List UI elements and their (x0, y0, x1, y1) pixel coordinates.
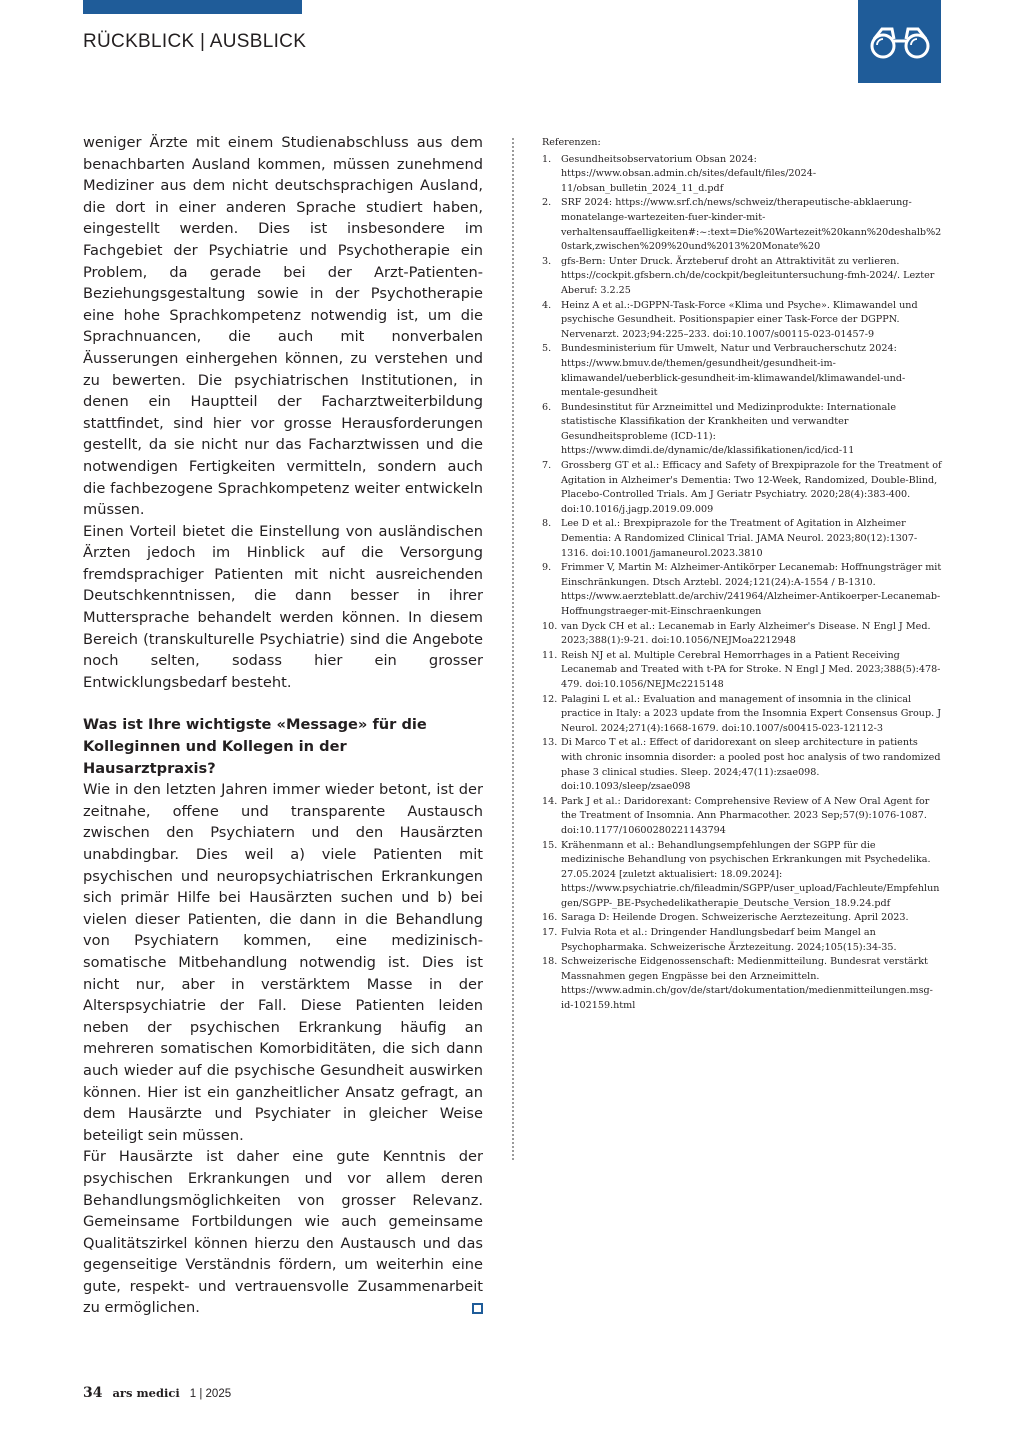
reference-number: 2. (542, 197, 552, 209)
reference-text: Saraga D: Heilende Drogen. Schweizerische Aerztezeitung. April 2023. (561, 912, 909, 924)
reference-text: Gesundheitsobservatorium Obsan 2024: https://www.obsan.admin.ch/sites/default/files/2024-11/obsan_bulletin_2024_11_d.pdf (561, 153, 817, 194)
body-paragraph: weniger Ärzte mit einem Studienabschluss aus dem benachbarten Ausland kommen, müssen zunehmend Mediziner aus dem nicht deutschsprachigen Ausland, die dort in einer anderen Sprache studiert haben, eingestellt werden. Dies ist insbesondere im Fachgebiet der Psychiatrie und Psychotherapie ein Problem, da gerade bei der Arzt-Patienten-Beziehungsgestaltung sowie in der Psychotherapie eine hohe Sprachkompetenz notwendig ist, um die Sprachnuancen, die auch mit nonverbalen Äusserungen einhergehen können, zu verstehen und zu bewerten. Die psychiatrischen Institutionen, in denen ein Hauptteil der Facharztweiterbildung stattfindet, sind hier vor grosse Herausforderungen gestellt, da sie nicht nur das Facharztwissen und die notwendigen Fertigkeiten vermitteln, sondern auch die fachbezogene Sprachkompetenz weiter entwickeln müssen. (83, 134, 483, 519)
reference-number: 4. (542, 299, 552, 311)
header-accent-bar (83, 0, 302, 14)
reference-number: 7. (542, 460, 552, 472)
reference-item (542, 517, 942, 561)
journal-name: ars medici (112, 1386, 180, 1400)
reference-number: 15. (542, 839, 558, 851)
reference-number: 14. (542, 795, 558, 807)
reference-text: Heinz A et al.:-DGPPN-Task-Force «Klima und Psyche». Klimawandel und psychische Gesundheit. Positionspapier einer Task-Force der DGPPN. Nervenarzt. 2023;94:225–233. doi:10.1007/s00115-023-01457-9 (561, 299, 918, 340)
reference-number: 5. (542, 343, 552, 355)
reference-text: Krähenmann et al.: Behandlungsempfehlungen der SGPP für die medizinische Behandlung von psychischen Erkrankungen mit Psychedelika. 27.05.2024 [zuletzt aktualisiert: 18.09.2024]: https://www.psychiatrie.ch/fileadmin/SGPP/user_upload/Fachleute/Empfehlungen/SGPP-_BE-Psychedelikatherapie_Deutsche_Version_18.9.24.pdf (561, 839, 940, 909)
reference-number: 12. (542, 693, 558, 705)
reference-text: van Dyck CH et al.: Lecanemab in Early Alzheimer's Disease. N Engl J Med. 2023;388(1):9-21. doi:10.1056/NEJMoa2212948 (561, 620, 931, 647)
reference-text: Palagini L et al.: Evaluation and management of insomnia in the clinical practice in Italy: a 2023 update from the Insomnia Expert Consensus Group. J Neurol. 2024;271(4):1668-1679. doi:10.1007/s00415-023-12112-3 (561, 693, 942, 734)
answer-paragraph: Wie in den letzten Jahren immer wieder betont, ist der zeitnahe, offene und transparente Austausch zwischen den Psychiatern und den Hausärzten unabdingbar. Dies weil a) viele Patienten mit psychischen und neuropsychiatrischen Erkrankungen sich primär Hilfe bei Hausärzten suchen und b) bei vielen dieser Patienten, die dann in die Behandlung von Psychiatern kommen, eine medizinisch-somatische Mitbehandlung notwendig ist. Dies ist nicht nur, aber in verstärktem Masse in der Alterspsychiatrie der Fall. Diese Patienten leiden neben der psychischen Erkrankung häufig an mehreren somatischen Komorbiditäten, die sich dann auch wieder auf die psychische Gesundheit auswirken können. Hier ist ein ganzheitlicher Ansatz gefragt, an dem Hausärzte und Psychiater in gleicher Weise beteiligt sein müssen. (83, 781, 483, 1144)
reference-text: Fulvia Rota et al.: Dringender Handlungsbedarf beim Mangel an Psychopharmaka. Schweizerische Ärztezeitung. 2024;105(15):34-35. (561, 927, 897, 953)
reference-number: 8. (542, 518, 552, 530)
reference-item (542, 795, 942, 839)
reference-text: Frimmer V, Martin M: Alzheimer-Antikörper Lecanemab: Hoffnungsträger mit Einschränkungen. Dtsch Arztebl. 2024;121(24):A-1554 / B-1310. https://www.aerzteblatt.de/archiv/241964/Alzheimer-Antikoerper-Lecanemab-Hoffnungstraeger-mit-Einschraenkungen (561, 562, 942, 617)
reference-text: Di Marco T et al.: Effect of daridorexant on sleep architecture in patients with chronic insomnia disorder: a pooled post hoc analysis of two randomized phase 3 clinical studies. Sleep. 2024;47(11):zsae098. doi:10.1093/sleep/zsae098 (561, 737, 941, 793)
reference-number: 11. (542, 649, 558, 661)
reference-text: Reish NJ et al. Multiple Cerebral Hemorrhages in a Patient Receiving Lecanemab and Treated with t-PA for Stroke. N Engl J Med. 2023;388(5):478-479. doi:10.1056/NEJMc2215148 (561, 649, 941, 690)
reference-item (542, 255, 942, 299)
page-number: 34 (83, 1385, 103, 1401)
section-icon-box (858, 0, 941, 83)
reference-item (542, 196, 942, 254)
reference-number: 10. (542, 620, 558, 632)
section-title: RÜCKBLICK | AUSBLICK (83, 31, 307, 52)
reference-number: 16. (542, 912, 558, 924)
reference-number: 9. (542, 562, 552, 574)
references-list (542, 153, 942, 1014)
main-text-column (83, 132, 483, 1319)
reference-number: 6. (542, 401, 552, 413)
answer-paragraph-text: Für Hausärzte ist daher eine gute Kenntnis der psychischen Erkrankungen und vor allem deren Behandlungsmöglichkeiten von grosser Relevanz. Gemeinsame Fortbildungen wie auch gemeinsame Qualitätszirkel können hierzu den Austausch und das gegenseitige Verständnis fördern, um weiterhin eine gute, respekt- und vertrauensvolle Zusammenarbeit zu ermöglichen. (83, 1148, 483, 1317)
reference-text: SRF 2024: https://www.srf.ch/news/schweiz/therapeutische-abklaerung-monatelange-wartezeiten-fuer-kinder-mit-verhaltensauffaelligkeiten#:~:text=Die%20Wartezeit%20kann%20deshalb%20stark,zwischen%209%20und%2013%20Monate%20 (561, 197, 942, 253)
binoculars-icon (868, 25, 932, 59)
reference-text: Schweizerische Eidgenossenschaft: Medienmitteilung. Bundesrat verstärkt Massnahmen gegen Engpässe bei den Arzneimitteln. https://www.admin.ch/gov/de/start/dokumentation/medienmitteilungen.msg-id-102159.html (561, 956, 933, 1012)
article-end-square-icon (472, 1303, 483, 1314)
reference-item (542, 561, 942, 619)
interview-question: Was ist Ihre wichtigste «Message» für die Kolleginnen und Kollegen in der Hausarztpraxis? (83, 716, 427, 777)
reference-item (542, 649, 942, 693)
reference-number: 17. (542, 927, 558, 939)
references-column (542, 136, 942, 1014)
reference-item (542, 342, 942, 400)
references-heading: Referenzen: (542, 137, 601, 148)
reference-text: Grossberg GT et al.: Efficacy and Safety of Brexpiprazole for the Treatment of Agitation in Alzheimer's Dementia: Two 12-Week, Randomized, Double-Blind, Placebo-Controlled Trials. Am J Geriatr Psychiatry. 2020;28(4):383-400. doi:10.1016/j.jagp.2019.09.009 (561, 460, 942, 515)
reference-item (542, 459, 942, 517)
reference-text: Lee D et al.: Brexpiprazole for the Treatment of Agitation in Alzheimer Dementia: A Randomized Clinical Trial. JAMA Neurol. 2023;80(12):1307-1316. doi:10.1001/jamaneurol.2023.3810 (561, 518, 918, 559)
answer-paragraph (83, 1146, 483, 1319)
body-paragraph: Einen Vorteil bietet die Einstellung von ausländischen Ärzten jedoch im Hinblick auf die Versorgung fremdsprachiger Patienten mit nicht ausreichenden Deutschkenntnissen, die dann besser in ihrer Muttersprache behandelt werden können. In diesem Bereich (transkulturelle Psychiatrie) sind die Angebote noch selten, sodass hier ein grosser Entwicklungsbedarf besteht. (83, 522, 483, 691)
reference-number: 1. (542, 153, 552, 165)
reference-number: 13. (542, 737, 558, 749)
reference-item (542, 620, 942, 649)
reference-item (542, 955, 942, 1013)
issue-number: 1 | 2025 (189, 1388, 232, 1400)
reference-item (542, 153, 942, 197)
reference-item (542, 299, 942, 343)
reference-item (542, 926, 942, 955)
reference-item (542, 911, 942, 926)
reference-text: Park J et al.: Daridorexant: Comprehensive Review of A New Oral Agent for the Treatment of Insomnia. Ann Pharmacother. 2023 Sep;57(9):1076-1087. doi:10.1177/10600280221143794 (561, 795, 930, 836)
column-divider (512, 138, 514, 1160)
reference-text: Bundesministerium für Umwelt, Natur und Verbraucherschutz 2024: https://www.bmuv.de/themen/gesundheit/gesundheit-im-klimawandel/ueberblick-gesundheit-im-klimawandel/klimawandel-und-mentale-gesundheit (561, 343, 906, 399)
reference-text: gfs-Bern: Unter Druck. Ärzteberuf droht an Attraktivität zu verlieren. https://cockpit.gfsbern.ch/de/cockpit/begleituntersuchung-fmh-2024/. Lezter Aberuf: 3.2.25 (561, 255, 935, 296)
page-footer (83, 1385, 231, 1401)
reference-item (542, 693, 942, 737)
reference-item (542, 839, 942, 912)
reference-number: 18. (542, 956, 558, 968)
reference-item (542, 736, 942, 794)
reference-number: 3. (542, 255, 552, 267)
reference-text: Bundesinstitut für Arzneimittel und Medizinprodukte: Internationale statistische Klassifikation der Krankheiten und verwandter Gesundheitsprobleme (ICD-11): https://www.dimdi.de/dynamic/de/klassifikationen/icd/icd-11 (561, 401, 897, 457)
reference-item (542, 401, 942, 459)
